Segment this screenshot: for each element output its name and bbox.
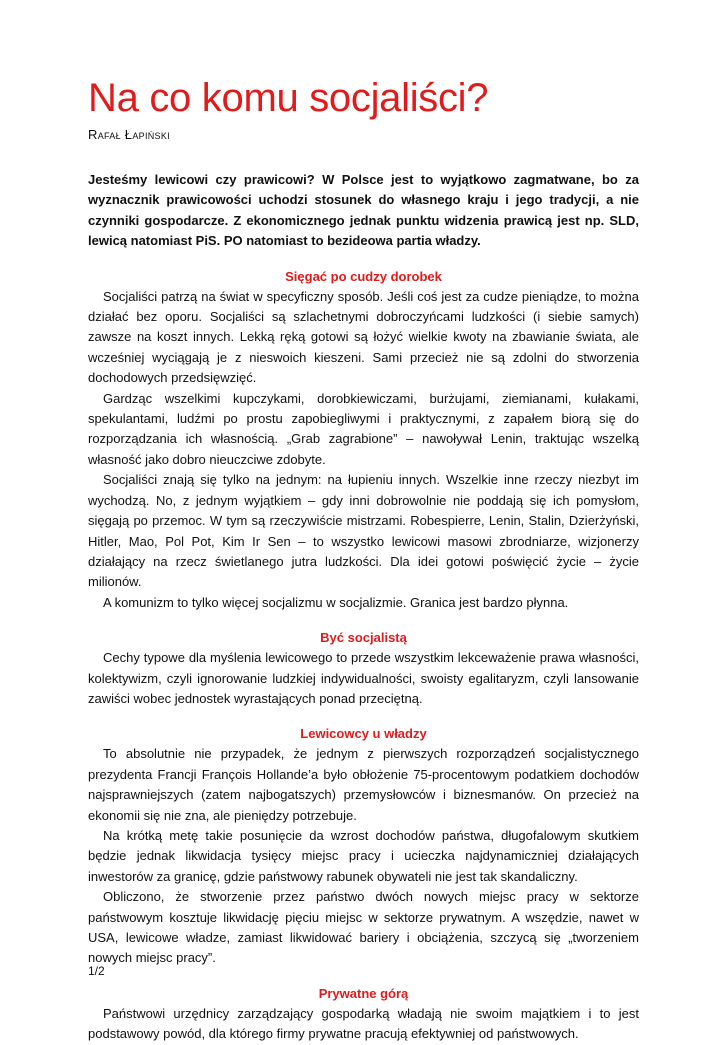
section-heading: Być socjalistą — [320, 630, 407, 646]
page-number: 1/2 — [88, 964, 105, 978]
section-byc-socjalista — [88, 628, 639, 709]
author-name: Rafał Łapiński — [88, 127, 170, 142]
body-paragraph: Na krótką metę takie posunięcie da wzrost dochodów państwa, długofalowym skutkiem będzie jednak likwidacja tysięcy miejsc pracy i ucieczka najdynamiczniej działających inwestorów za granicę, gdzie państwowy rabunek obywateli nie jest tak skandaliczny. — [88, 827, 639, 884]
body-paragraph: A komunizm to tylko więcej socjalizmu w socjalizmie. Granica jest bardzo płynna. — [103, 594, 569, 610]
lead-paragraph: Jesteśmy lewicowi czy prawicowi? W Polsce jest to wyjątkowo zagmatwane, bo za wyznacznik prawicowości uchodzi stosunek do własnego kraju i jego tradycji, a nie czynniki gospodarcze. Z ekonomicznego jednak punktu widzenia prawicą jest np. SLD, lewicą natomiast PiS. PO natomiast to bezideowa partia władzy. — [88, 172, 639, 249]
section-sigac-po-cudzy-dorobek — [88, 267, 639, 614]
section-prywatne-gora — [88, 984, 639, 1045]
body-paragraph: To absolutnie nie przypadek, że jednym z pierwszych rozporządzeń socjalistycznego prezydenta Francji François Hollande’a było obłożenie 75-procentowym podatkiem dochodów najsprawniejszych (zatem najbogatszych) przemysłowców i biznesmanów. On przecież na ekonomii się nie zna, ale pieniędzy potrzebuje. — [88, 746, 639, 823]
body-paragraph: Państwowi urzędnicy zarządzający gospodarką władają nie swoim majątkiem i to jest podstawowy powód, dla którego firmy prywatne pracują efektywniej od państwowych. — [88, 1005, 639, 1042]
section-heading: Sięgać po cudzy dorobek — [285, 268, 442, 284]
document-page — [88, 72, 639, 1045]
article-title: Na co komu socjaliści? — [88, 76, 489, 120]
section-heading: Lewicowcy u władzy — [300, 726, 427, 742]
body-paragraph: Socjaliści znają się tylko na jednym: na łupieniu innych. Wszelkie inne rzeczy niezbyt im wychodzą. No, z jednym wyjątkiem – gdy inni dobrowolnie nie poddają się ich pomysłom, sięgają po przemoc. W tym są rzeczywiście mistrzami. Robespierre, Lenin, Stalin, Dzierżyński, Hitler, Mao, Pol Pot, Kim Ir Sen – to wszystko lewicowi masowi zbrodniarze, wizjonerzy działający na rzecz świetlanego jutra ludzkości. Dla idei gotowi poświęcić życie – życie milionów. — [88, 472, 639, 590]
body-paragraph: Socjaliści patrzą na świat w specyficzny sposób. Jeśli coś jest za cudze pieniądze, to można działać bez oporu. Socjaliści są szlachetnymi dobroczyńcami ludzkości (i siebie samych) zawsze na koszt innych. Lekką ręką gotowi są łożyć wielkie kwoty na zbawianie świata, ale wcześniej wyciągają je z nieswoich kieszeni. Sami przecież nie są zdolni do stworzenia dochodowych przedsięwzięć. — [88, 288, 639, 386]
section-heading: Prywatne górą — [318, 985, 409, 1001]
body-paragraph: Obliczono, że stworzenie przez państwo dwóch nowych miejsc pracy w sektorze państwowym kosztuje likwidację pięciu miejsc w sektorze prywatnym. A wszędzie, nawet w USA, lewicowe władze, zamiast likwidować bariery i obciążenia, szczycą się „tworzeniem nowych miejsc pracy”. — [88, 889, 639, 966]
body-paragraph: Cechy typowe dla myślenia lewicowego to przede wszystkim lekceważenie prawa własności, kolektywizm, czyli ignorowanie ludzkiej indywidualności, swoisty egalitaryzm, czyli lansowanie zawiści wobec jednostek wyrastających ponad przeciętną. — [88, 650, 639, 706]
section-lewicowcy-u-wladzy — [88, 724, 639, 968]
body-paragraph: Gardząc wszelkimi kupczykami, dorobkiewiczami, burżujami, ziemianami, kułakami, spekulantami, ludźmi po prostu zapobiegliwymi i praktycznymi, z zapałem biorą się do rozporządzania ich własnością. „Grab zagrabione” – nawoływał Lenin, traktując wszelką własność jako dobro nieuczciwe zdobyte. — [88, 390, 639, 467]
